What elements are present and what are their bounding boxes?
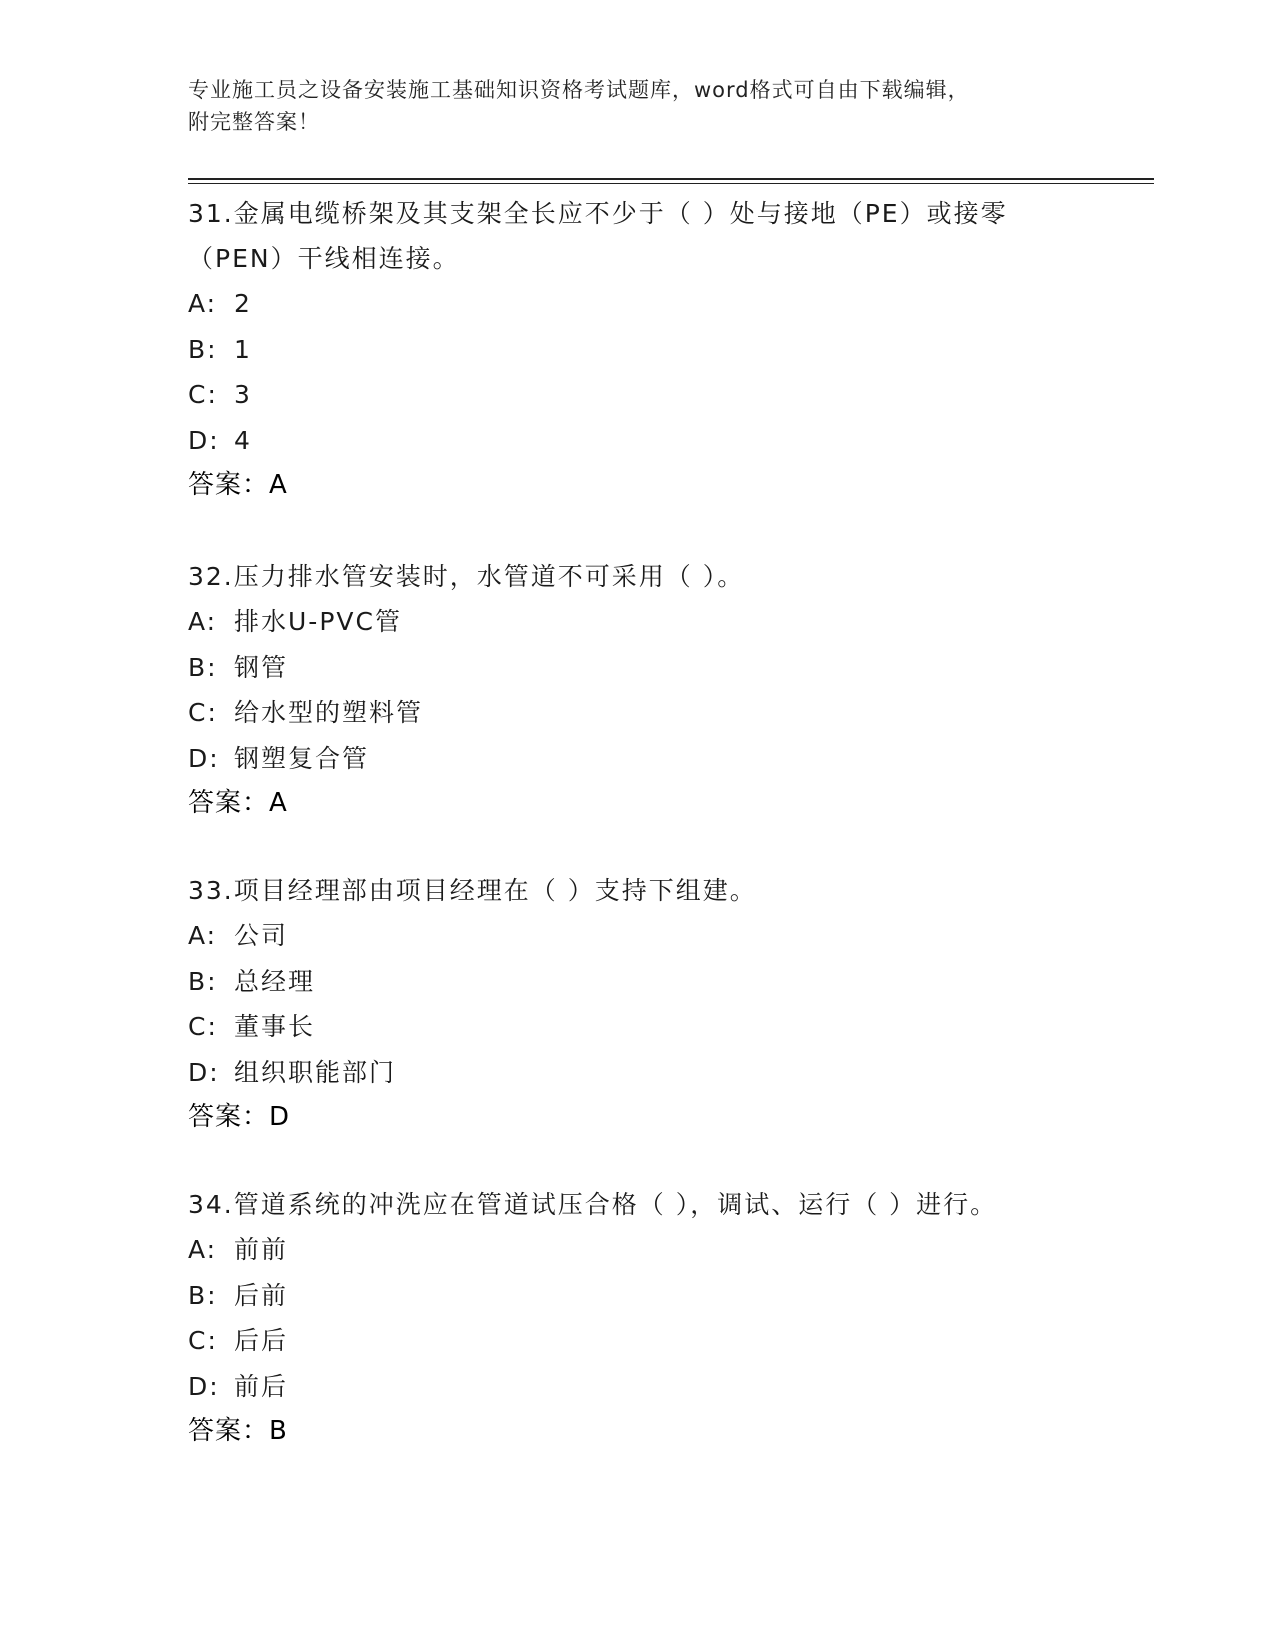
option-text: 3 — [234, 380, 252, 409]
option-d — [188, 736, 1088, 782]
answer: 答案：A — [188, 788, 288, 818]
option-d — [188, 1050, 1088, 1096]
option-text: 董事长 — [234, 1012, 316, 1041]
option-key: B: — [188, 652, 218, 682]
option-key: C: — [188, 698, 218, 727]
header-divider-thick — [188, 178, 1154, 180]
option-text: 公司 — [234, 921, 289, 950]
option-text: 给水型的塑料管 — [234, 698, 424, 727]
option-c — [188, 690, 1088, 736]
option-text: 排水U-PVC管 — [234, 607, 402, 636]
option-key: B: — [188, 966, 218, 996]
question-stem: 32.压力排水管安装时，水管道不可采用（ ）。 — [188, 562, 745, 591]
option-key: A: — [188, 289, 218, 318]
question-spacer — [188, 1139, 1088, 1182]
option-text: 前后 — [234, 1371, 289, 1401]
document-header — [188, 74, 1068, 138]
question-stem-continued: （PEN）干线相连接。 — [188, 244, 460, 273]
option-text: 1 — [234, 334, 252, 364]
header-line-1: 专业施工员之设备安装施工基础知识资格考试题库，word格式可自由下载编辑， — [188, 78, 970, 102]
option-text: 组织职能部门 — [234, 1057, 397, 1087]
option-key: A: — [188, 607, 218, 636]
header-divider-thin — [188, 183, 1154, 184]
option-key: A: — [188, 1235, 218, 1264]
option-b — [188, 959, 1088, 1005]
question-stem: 34.管道系统的冲洗应在管道试压合格（ ），调试、运行（ ）进行。 — [188, 1190, 998, 1219]
option-text: 后后 — [234, 1326, 289, 1355]
option-b — [188, 1273, 1088, 1319]
option-key: A: — [188, 921, 218, 950]
option-key: D: — [188, 743, 220, 773]
option-text: 钢塑复合管 — [234, 743, 370, 773]
option-key: B: — [188, 1280, 218, 1310]
option-key: C: — [188, 1326, 218, 1355]
option-text: 前前 — [234, 1235, 289, 1264]
option-key: C: — [188, 1012, 218, 1041]
option-d — [188, 1364, 1088, 1410]
option-key: D: — [188, 1371, 220, 1401]
option-a — [188, 281, 1088, 327]
option-a — [188, 913, 1088, 959]
answer: 答案：A — [188, 470, 288, 500]
option-text: 钢管 — [234, 652, 289, 682]
option-c — [188, 372, 1088, 418]
option-b — [188, 327, 1088, 373]
question-spacer — [188, 825, 1088, 868]
option-key: B: — [188, 334, 218, 364]
question-32 — [188, 554, 1088, 825]
question-list — [188, 191, 1088, 1453]
option-c — [188, 1004, 1088, 1050]
option-key: D: — [188, 1057, 220, 1087]
option-text: 总经理 — [234, 966, 316, 996]
option-a — [188, 1227, 1088, 1273]
option-d — [188, 418, 1088, 464]
question-stem: 31.金属电缆桥架及其支架全长应不少于（ ）处与接地（PE）或接零 — [188, 199, 1008, 228]
option-text: 后前 — [234, 1280, 289, 1310]
header-line-2: 附完整答案！ — [188, 110, 320, 134]
answer: 答案：B — [188, 1416, 288, 1446]
option-text: 2 — [234, 289, 252, 318]
option-key: C: — [188, 380, 218, 409]
question-34 — [188, 1182, 1088, 1453]
option-c — [188, 1318, 1088, 1364]
option-key: D: — [188, 425, 220, 455]
option-a — [188, 599, 1088, 645]
option-text: 4 — [234, 425, 252, 455]
question-33 — [188, 868, 1088, 1139]
answer: 答案：D — [188, 1102, 291, 1132]
question-stem: 33.项目经理部由项目经理在（ ）支持下组建。 — [188, 876, 757, 905]
question-spacer — [188, 507, 1088, 554]
option-b — [188, 645, 1088, 691]
question-31 — [188, 191, 1088, 507]
